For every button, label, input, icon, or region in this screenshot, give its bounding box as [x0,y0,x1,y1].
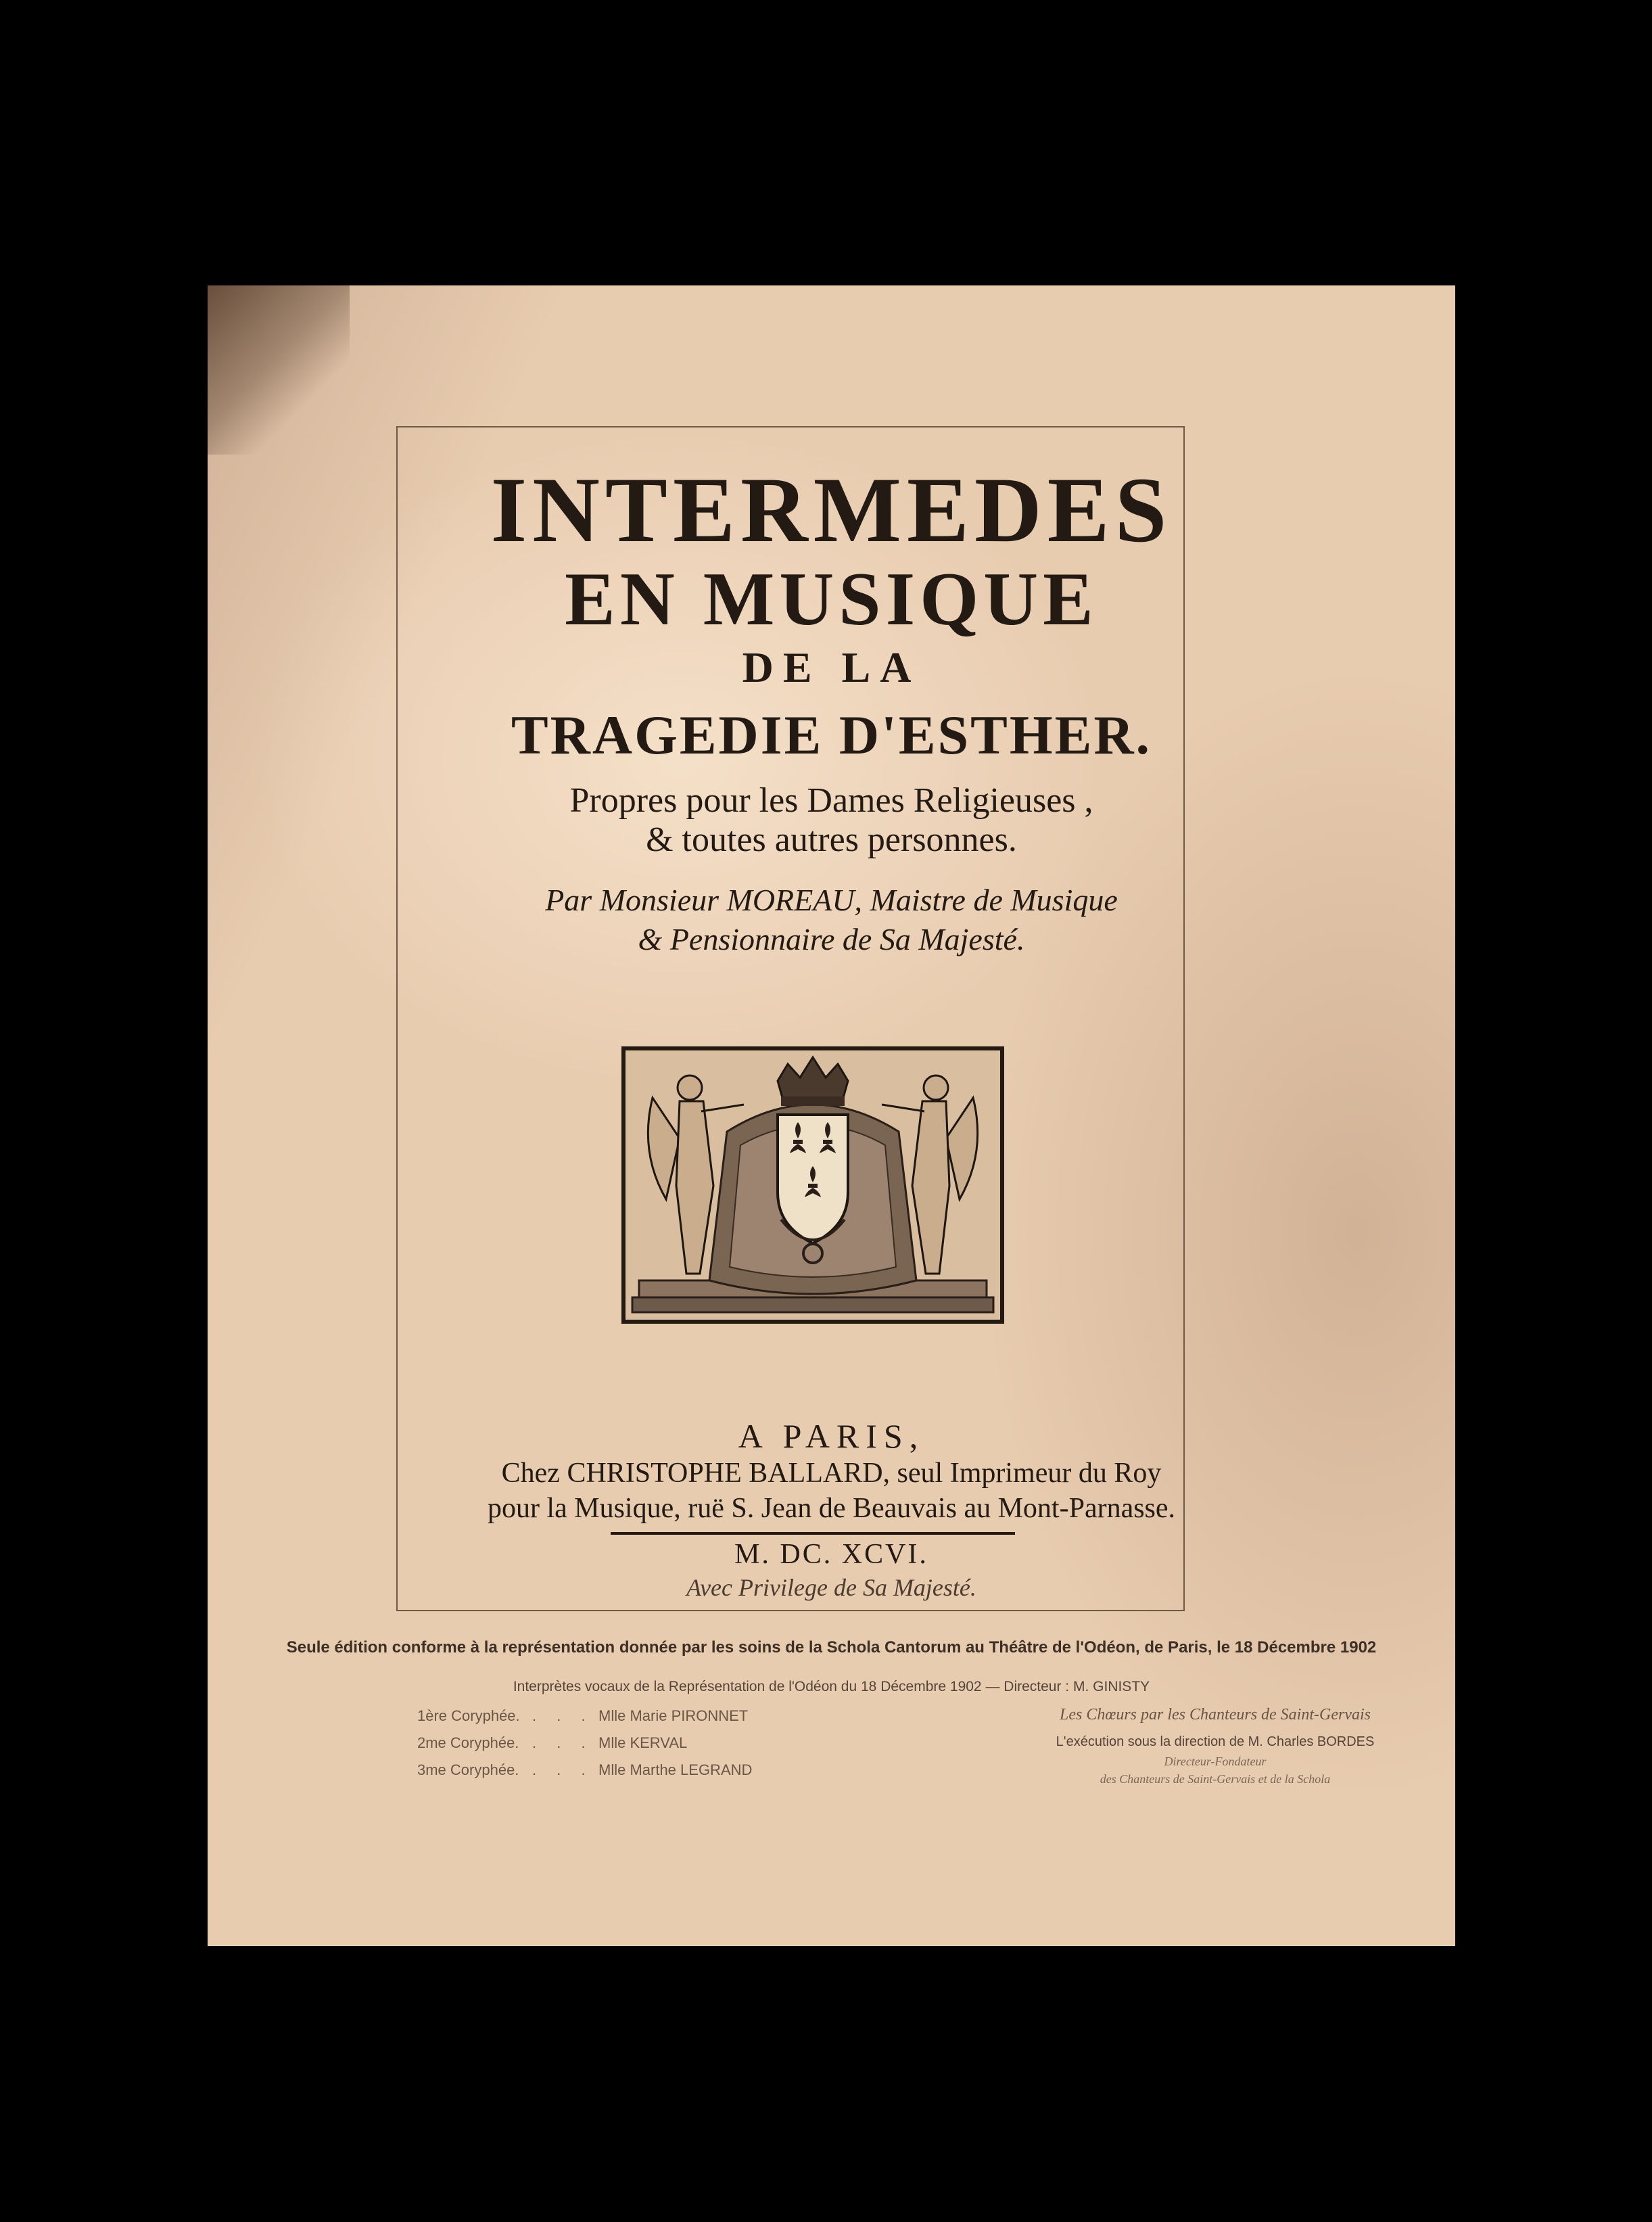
divider-rule [611,1532,1015,1535]
cast-dots: . . . [532,1761,594,1778]
coat-of-arms-drawing [626,1050,1000,1320]
publisher-line-2: pour la Musique, ruë S. Jean de Beauvais au Mont-Parnasse. [487,1493,1176,1524]
corner-shadow [208,285,350,455]
title-page [208,285,1455,1946]
director-title: Directeur-Fondateur [1164,1755,1267,1768]
cast-singer: Mlle KERVAL [598,1734,688,1751]
publication-year: M. DC. XCVI. [734,1539,928,1570]
title-line-2: EN MUSIQUE [565,557,1098,641]
royal-coat-of-arms-icon [621,1046,1004,1324]
title-line-3: DE LA [742,643,921,691]
edition-note: Seule édition conforme à la représentation donnée par les soins de la Schola Cantorum au Théâtre de l'Odéon, de Paris, le 18 Décembre 1902 [286,1638,1377,1657]
choirs-note: Les Chœurs par les Chanteurs de Saint-Gervais [1059,1706,1371,1723]
cast-singer: Mlle Marie PIRONNET [598,1707,749,1724]
cast-singer: Mlle Marthe LEGRAND [598,1761,753,1778]
interpreters-note: Interprètes vocaux de la Représentation de l'Odéon du 18 Décembre 1902 — Directeur : M. GINISTY [513,1679,1150,1694]
author-line-1: Par Monsieur MOREAU, Maistre de Musique [545,883,1118,917]
cast-role: 2me Coryphée. [417,1734,519,1751]
title-line-4: TRAGEDIE D'ESTHER. [511,704,1152,766]
author-line-2: & Pensionnaire de Sa Majesté. [638,922,1025,956]
privilege-note: Avec Privilege de Sa Majesté. [686,1574,976,1601]
cast-role: 3me Coryphée. [417,1761,519,1778]
publisher-line-1: Chez CHRISTOPHE BALLARD, seul Imprimeur du Roy [501,1458,1162,1489]
publisher-city: A PARIS, [738,1417,925,1455]
title-line-1: INTERMEDES [490,458,1173,561]
subtitle-line-2: & toutes autres personnes. [646,820,1017,859]
cast-dots: . . . [532,1707,594,1724]
director-organization: des Chanteurs de Saint-Gervais et de la Schola [1100,1772,1331,1786]
subtitle-line-1: Propres pour les Dames Religieuses , [569,781,1093,820]
cast-dots: . . . [532,1734,594,1751]
cast-role: 1ère Coryphée. [417,1707,520,1724]
execution-note: L'exécution sous la direction de M. Charles BORDES [1056,1734,1375,1749]
